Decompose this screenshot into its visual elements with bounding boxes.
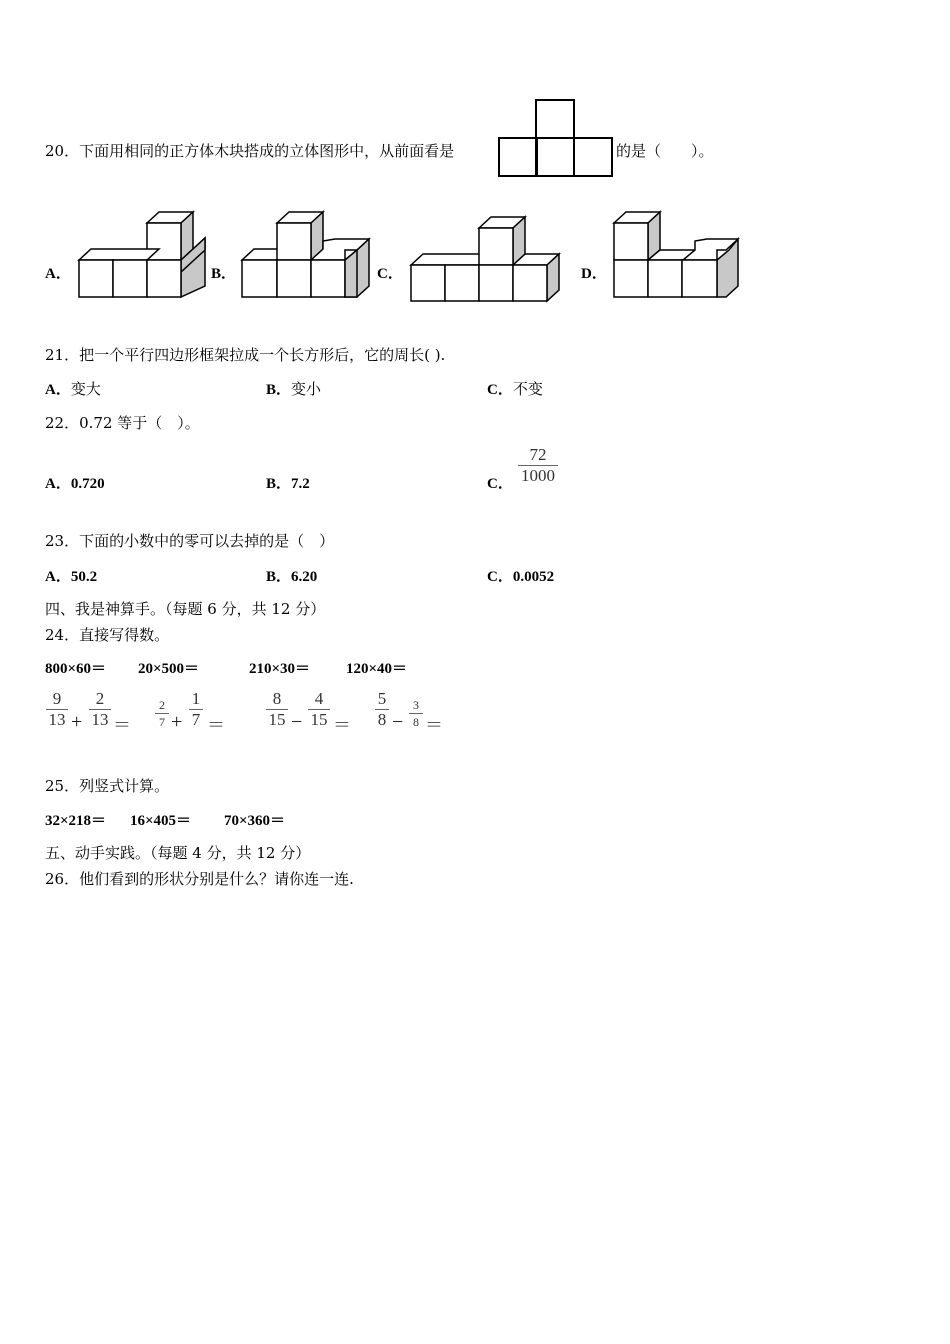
fraction-numerator: 2: [159, 698, 165, 712]
fraction-denominator: 8: [413, 715, 419, 729]
q20-option-b-figure[interactable]: [241, 210, 376, 300]
q22-option-a[interactable]: [45, 472, 105, 493]
fraction-b: [189, 690, 203, 729]
fraction-bar: [155, 713, 169, 714]
q26-text: 26．他们看到的形状分别是什么？请你连一连.: [45, 870, 354, 888]
q23-option-c-value: 0.0052: [512, 569, 555, 585]
q23-option-b-value: 6.20: [291, 569, 318, 585]
fraction-numerator: 4: [314, 689, 324, 708]
q21-option-c-value: 不变: [512, 380, 543, 398]
equals-sign: ＝: [333, 715, 351, 735]
q23-text: 23．下面的小数中的零可以去掉的是（ ）: [45, 532, 335, 550]
q22-option-c-fraction[interactable]: [518, 446, 558, 485]
q20-option-a-figure[interactable]: [78, 210, 208, 300]
q21-option-a[interactable]: [45, 378, 101, 399]
q24-text: 24．直接写得数。: [45, 626, 170, 644]
q20-option-b-label[interactable]: B．: [211, 266, 237, 282]
q21-option-b-label: B．: [266, 382, 292, 398]
q20-option-c-figure[interactable]: [410, 212, 565, 307]
q20-option-d-figure[interactable]: [613, 210, 743, 302]
q23-option-b[interactable]: [266, 565, 317, 586]
q23-option-a[interactable]: [45, 565, 97, 586]
q20-option-a-label[interactable]: A．: [45, 266, 71, 282]
fraction-b: [308, 690, 330, 729]
plus-operator: +: [71, 711, 83, 733]
q25-calc-1: 32×218＝: [45, 813, 107, 829]
fraction-denominator: 13: [48, 710, 66, 729]
fraction-a: [155, 698, 169, 729]
q21-option-b-value: 变小: [291, 380, 322, 398]
fraction-a: [46, 690, 68, 729]
fraction-denominator: 15: [268, 710, 286, 729]
q21-option-b[interactable]: [266, 378, 321, 399]
fraction-numerator: 3: [413, 698, 419, 712]
minus-operator: −: [291, 711, 303, 733]
q22-option-a-label: A．: [45, 476, 71, 492]
q24-calc-4: 120×40＝: [346, 661, 408, 677]
fraction-denominator: 15: [310, 710, 328, 729]
q25-calc-3: 70×360＝: [224, 813, 286, 829]
equals-sign: ＝: [207, 715, 225, 735]
q23-option-c-label: C．: [487, 569, 513, 585]
q21-option-c-label: C．: [487, 382, 513, 398]
q23-option-a-label: A．: [45, 569, 71, 585]
fraction-b: [409, 698, 423, 729]
section-5-heading: 五、动手实践。（每题 4 分，共 12 分）: [45, 844, 311, 862]
q21-option-a-label: A．: [45, 382, 71, 398]
q23-option-c[interactable]: [487, 565, 554, 586]
fraction-numerator: 5: [377, 689, 387, 708]
fraction-denominator: 13: [91, 710, 109, 729]
fraction-denominator: 7: [191, 710, 201, 729]
fraction-numerator: 2: [95, 689, 105, 708]
front-view-figure: [498, 99, 614, 179]
q20-text-after: 的是（ ）。: [616, 142, 714, 160]
q21-option-c[interactable]: [487, 378, 543, 399]
q25-calc-2: 16×405＝: [130, 813, 192, 829]
equals-sign: ＝: [113, 715, 131, 735]
fraction-numerator: 9: [52, 689, 62, 708]
fraction-numerator: 72: [529, 445, 547, 464]
fraction-a: [375, 690, 389, 729]
section-4-heading: 四、我是神算手。（每题 6 分，共 12 分）: [45, 600, 326, 618]
plus-operator: +: [171, 711, 183, 733]
fraction-bar: [409, 713, 423, 714]
q20-option-d-label[interactable]: D．: [581, 266, 607, 282]
q20-text-before: 20．下面用相同的正方体木块搭成的立体图形中，从前面看是: [45, 142, 455, 160]
q22-option-b-value: 7.2: [291, 476, 310, 492]
q25-text: 25．列竖式计算。: [45, 777, 170, 795]
fraction-numerator: 8: [272, 689, 282, 708]
q23-option-a-value: 50.2: [70, 569, 98, 585]
q21-option-a-value: 变大: [70, 380, 101, 398]
fraction-b: [89, 690, 111, 729]
fraction-denominator: 8: [377, 710, 387, 729]
q22-option-c-label[interactable]: C．: [487, 476, 513, 492]
q23-option-b-label: B．: [266, 569, 292, 585]
fraction-denominator: 1000: [521, 466, 555, 485]
equals-sign: ＝: [425, 715, 443, 735]
q24-calc-2: 20×500＝: [138, 661, 200, 677]
q22-option-b[interactable]: [266, 472, 310, 493]
q22-text: 22．0.72 等于（ ）。: [45, 414, 200, 432]
q22-option-a-value: 0.720: [70, 476, 105, 492]
q24-calc-1: 800×60＝: [45, 661, 107, 677]
q24-calc-3: 210×30＝: [249, 661, 311, 677]
fraction-numerator: 1: [191, 689, 201, 708]
fraction-a: [266, 690, 288, 729]
q20-option-c-label[interactable]: C．: [377, 266, 403, 282]
minus-operator: −: [392, 711, 404, 733]
fraction-denominator: 7: [159, 715, 165, 729]
q21-text: 21．把一个平行四边形框架拉成一个长方形后，它的周长( ).: [45, 346, 446, 364]
q22-option-b-label: B．: [266, 476, 292, 492]
